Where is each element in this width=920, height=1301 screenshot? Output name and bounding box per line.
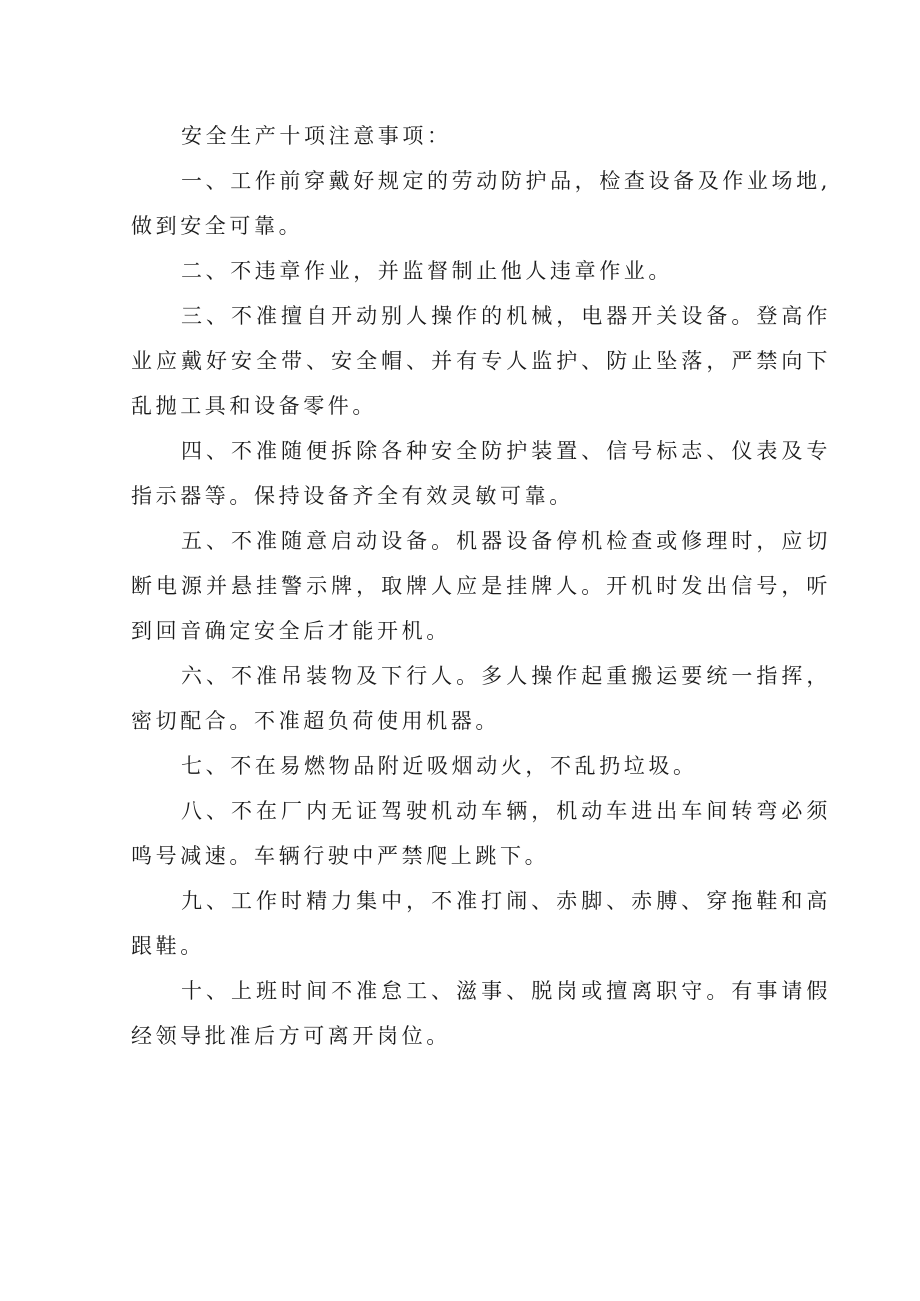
rule-item-6: 六、不准吊装物及下行人。多人操作起重搬运要统一指挥，密切配合。不准超负荷使用机器。	[131, 664, 831, 733]
rule-item-2: 二、不违章作业，并监督制止他人违章作业。	[181, 259, 673, 283]
rule-item-9: 九、工作时精力集中，不准打闹、赤脚、赤膊、穿拖鞋和高跟鞋。	[131, 889, 831, 958]
document-heading: 安全生产十项注意事项：	[181, 124, 452, 148]
rule-item-10: 十、上班时间不准怠工、滋事、脱岗或擅离职守。有事请假经领导批准后方可离开岗位。	[131, 979, 831, 1048]
rule-item-1: 一、工作前穿戴好规定的劳动防护品，检查设备及作业场地,做到安全可靠。	[131, 169, 831, 238]
rule-item-7: 七、不在易燃物品附近吸烟动火，不乱扔垃圾。	[181, 754, 698, 778]
rule-item-5: 五、不准随意启动设备。机器设备停机检查或修理时，应切断电源并悬挂警示牌，取牌人应是挂牌人。开机时发出信号，听到回音确定安全后才能开机。	[131, 529, 831, 643]
rule-item-4: 四、不准随便拆除各种安全防护装置、信号标志、仪表及专指示器等。保持设备齐全有效灵敏可靠。	[131, 439, 831, 508]
document-body	[131, 114, 831, 1059]
rule-item-8: 八、不在厂内无证驾驶机动车辆，机动车进出车间转弯必须鸣号减速。车辆行驶中严禁爬上跳下。	[131, 799, 831, 868]
rule-item-3: 三、不准擅自开动别人操作的机械，电器开关设备。登高作业应戴好安全带、安全帽、并有专人监护、防止坠落，严禁向下乱抛工具和设备零件。	[131, 304, 831, 418]
